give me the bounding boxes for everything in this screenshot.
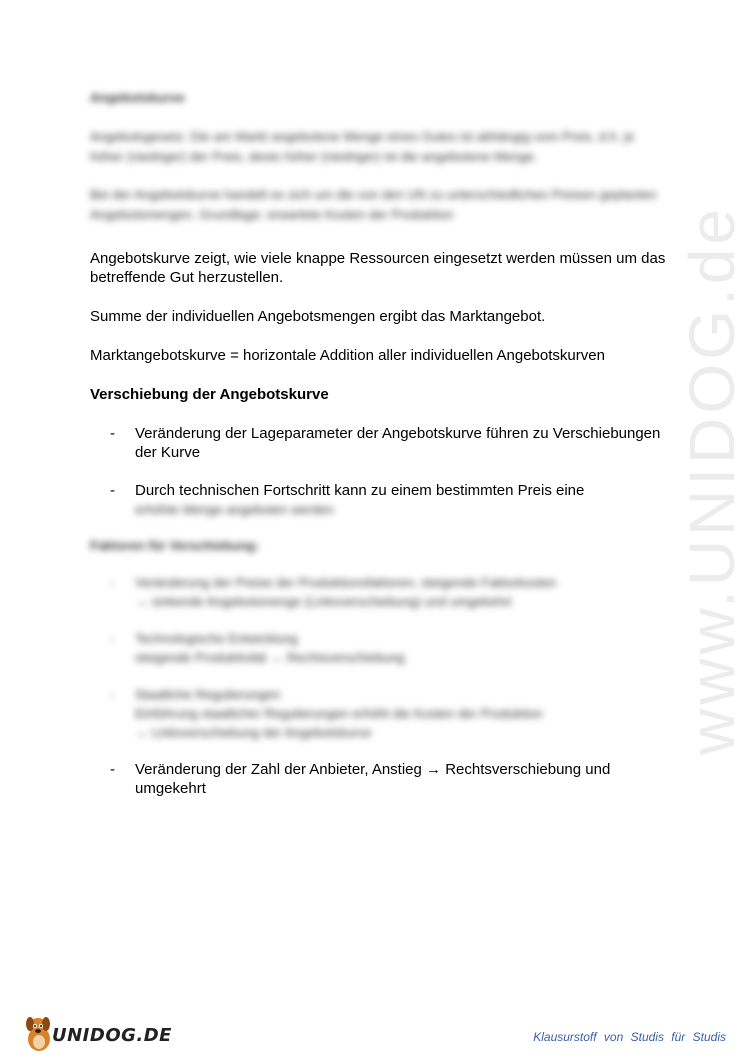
factor-line: Technologische Entwicklung <box>135 631 298 646</box>
section-heading: Verschiebung der Angebotskurve <box>90 386 329 403</box>
bullet-dash: - <box>110 761 115 778</box>
factor-line: steigende Produktivität → Rechtsverschiebung <box>135 650 405 665</box>
list-item <box>110 760 670 798</box>
bullet-text: Veränderung der Lageparameter der Angebotskurve führen zu Verschiebungen der Kurve <box>135 425 661 461</box>
watermark: www.UNIDOG.de <box>676 205 748 755</box>
unidog-logo <box>22 1015 172 1055</box>
bullet-list <box>110 760 670 798</box>
bullet-text: Durch technischen Fortschritt kann zu einem bestimmten Preis eine <box>135 482 585 499</box>
bullet-dash: - <box>110 482 115 499</box>
blurred-factor-list <box>110 573 670 742</box>
factor-line: Veränderung der Preise der Produktionsfaktoren, steigende Faktorkosten <box>135 575 557 590</box>
bullet-dash: - <box>110 631 115 646</box>
blurred-bullet-tail: erhöhte Menge angeboten werden <box>135 502 334 517</box>
bullet-list <box>110 424 670 519</box>
blurred-heading: Angebotskurve <box>90 90 185 105</box>
bullet-dash: - <box>110 687 115 702</box>
document-content <box>90 90 670 817</box>
footer-tagline: Klausurstoff von Studis für Studis <box>533 1030 726 1044</box>
blurred-subheading: Faktoren für Verschiebung: <box>90 538 260 553</box>
bullet-text: Veränderung der Zahl der Anbieter, Anstieg → Rechtsverschiebung und umgekehrt <box>135 761 611 797</box>
dog-mascot-icon <box>22 1015 56 1053</box>
bullet-dash: - <box>110 575 115 590</box>
factor-line: → sinkende Angebotsmenge (Linksverschiebung) und umgekehrt <box>135 594 512 609</box>
logo-text: UNIDOG.DE <box>52 1025 172 1046</box>
blurred-paragraph-2: Bei der Angebotskurve handelt es sich um die von den UN zu unterschiedlichen Preisen geplanten Angebotsmengen. Grundlage: erwartete Kosten der Produktion <box>90 187 657 222</box>
blurred-paragraph-1: Angebotsgesetz: Die am Markt angebotene Menge eines Gutes ist abhängig vom Preis, d.h. je höher (niedriger) der Preis, desto höher (niedriger) ist die angebotene Menge. <box>90 129 635 164</box>
factor-line: Staatliche Regulierungen <box>135 687 281 702</box>
list-item <box>110 685 670 742</box>
list-item <box>110 481 670 519</box>
list-item <box>110 573 670 611</box>
list-item <box>110 424 670 462</box>
paragraph-1: Angebotskurve zeigt, wie viele knappe Ressourcen eingesetzt werden müssen um das betreffende Gut herzustellen. <box>90 250 666 286</box>
list-item <box>110 629 670 667</box>
paragraph-3: Marktangebotskurve = horizontale Addition aller individuellen Angebotskurven <box>90 347 605 364</box>
factor-line: → Linksverschiebung der Angebotskurve <box>135 725 372 740</box>
bullet-dash: - <box>110 425 115 442</box>
factor-line: Einführung staatlicher Regulierungen erhöht die Kosten der Produktion <box>135 706 543 721</box>
paragraph-2: Summe der individuellen Angebotsmengen ergibt das Marktangebot. <box>90 308 546 325</box>
